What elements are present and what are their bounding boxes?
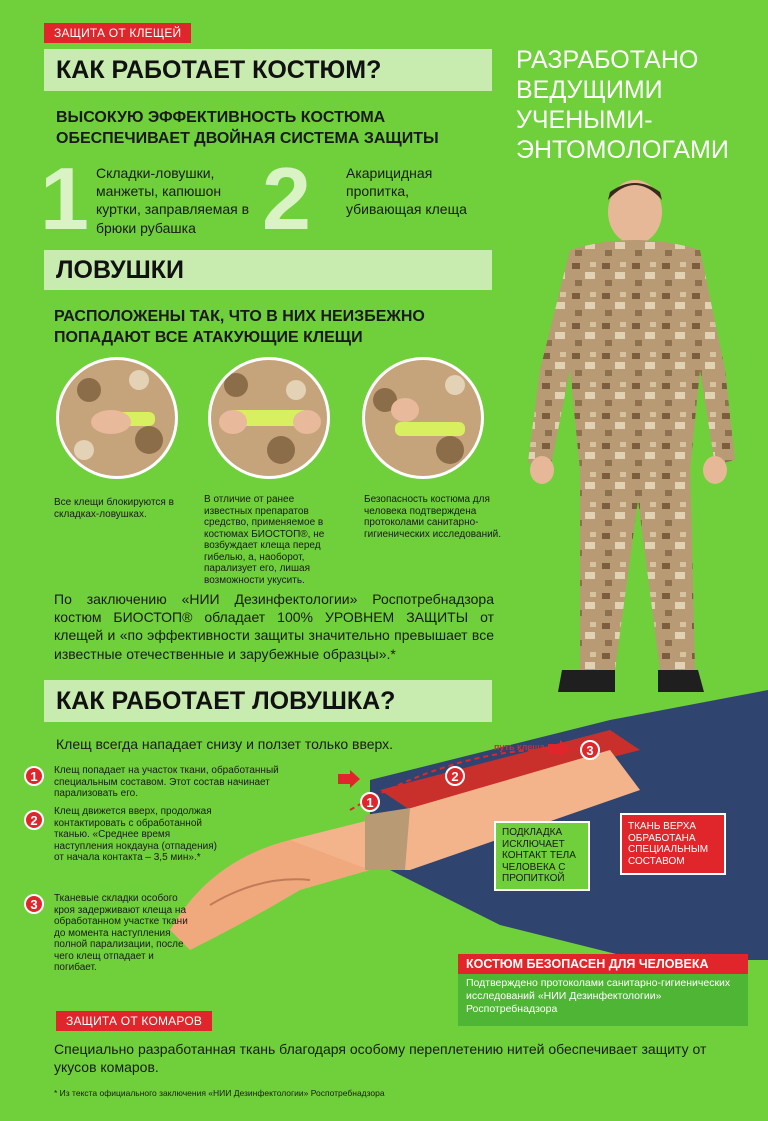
heading-costume: КАК РАБОТАЕТ КОСТЮМ? xyxy=(44,49,492,91)
trap-photo-3 xyxy=(362,357,484,479)
outer-fabric-label: ТКАНЬ ВЕРХА ОБРАБОТАНА СПЕЦИАЛЬНЫМ СОСТАВОМ xyxy=(620,813,726,875)
step-badge-2: 2 xyxy=(24,810,44,830)
arrow-icon xyxy=(338,770,360,788)
traps-subtitle: РАСПОЛОЖЕНЫ ТАК, ЧТО В НИХ НЕИЗБЕЖНО ПОПАДАЮТ ВСЕ АТАКУЮЩИЕ КЛЕЩИ xyxy=(54,308,425,346)
protection-text-1: Складки-ловушки, манжеты, капюшон куртки, заправляемая в брюки рубашка xyxy=(96,165,250,236)
heading-traps: ЛОВУШКИ xyxy=(44,250,492,290)
tag-mosquito: ЗАЩИТА ОТ КОМАРОВ xyxy=(56,1011,212,1031)
mosquito-text: Специально разработанная ткань благодаря особому переплетению нитей обеспечивает защиту от укусов комаров. xyxy=(54,1041,707,1076)
trap-photo-1 xyxy=(56,357,178,479)
tick-marker-2: 2 xyxy=(445,766,465,786)
tick-intro: Клещ всегда нападает снизу и ползет только вверх. xyxy=(56,736,394,752)
step-badge-3: 3 xyxy=(24,894,44,914)
conclusion-text: По заключению «НИИ Дезинфектологии» Роспотребнадзора костюм БИОСТОП® обладает 100% УРОВНЕМ ЗАЩИТЫ от клещей и «по эффективности защиты значительно превышает все известные отечественные и зарубежные образцы».* xyxy=(54,591,494,662)
trap-caption-3: Безопасность костюма для человека подтверждена протоколами санитарно-гигиенических исследований. xyxy=(364,494,502,540)
arrow-icon xyxy=(548,740,570,758)
heading-trap-work: КАК РАБОТАЕТ ЛОВУШКА? xyxy=(44,680,492,722)
trap-photo-2 xyxy=(208,357,330,479)
safe-text: Подтверждено протоколами санитарно-гигиенических исследований «НИИ Дезинфектологии» Роспотребнадзора xyxy=(458,974,748,1026)
step-text-1: Клещ попадает на участок ткани, обработанный специальным составом. Этот состав начинает парализовать его. xyxy=(54,765,279,799)
protection-text-2: Акарицидная пропитка, убивающая клеща xyxy=(346,165,467,218)
trap-caption-1: Все клещи блокируются в складках-ловушках. xyxy=(54,497,174,520)
step-badge-1: 1 xyxy=(24,766,44,786)
tick-marker-1: 1 xyxy=(360,792,380,812)
tag-ticks: ЗАЩИТА ОТ КЛЕЩЕЙ xyxy=(44,23,191,43)
step-text-3: Тканевые складки особого кроя задерживают клеща на обработанном участке ткани до момента наступления полной парализации, после чего клещ отпадает и погибает. xyxy=(54,893,188,973)
footnote: * Из текста официального заключения «НИИ Дезинфектологии» Роспотребнадзора xyxy=(54,1088,385,1098)
developed-by: РАЗРАБОТАНО ВЕДУЩИМИ УЧЕНЫМИ-ЭНТОМОЛОГАМИ xyxy=(516,46,729,164)
protection-number-2: 2 xyxy=(262,149,311,248)
double-protection-title: ВЫСОКУЮ ЭФФЕКТИВНОСТЬ КОСТЮМА ОБЕСПЕЧИВАЕТ ДВОЙНАЯ СИСТЕМА ЗАЩИТЫ xyxy=(56,109,439,147)
step-text-2: Клещ движется вверх, продолжая контактировать с обработанной тканью. «Среднее время наступления нокдауна (отпадения) от начала контакта – 3,5 мин».* xyxy=(54,806,217,863)
tick-path-label: путь клеща xyxy=(494,742,545,752)
man-in-suit-photo xyxy=(510,170,750,710)
trap-caption-2: В отличие от ранее известных препаратов средство, применяемое в костюмах БИОСТОП®, не возбуждает клеща перед гибелью, а, наоборот, парализует его, лишая возможности укусить. xyxy=(204,494,325,586)
lining-label: ПОДКЛАДКА ИСКЛЮЧАЕТ КОНТАКТ ТЕЛА ЧЕЛОВЕКА С ПРОПИТКОЙ xyxy=(494,821,590,891)
tick-marker-3: 3 xyxy=(580,740,600,760)
safe-title: КОСТЮМ БЕЗОПАСЕН ДЛЯ ЧЕЛОВЕКА xyxy=(458,954,748,974)
protection-number-1: 1 xyxy=(40,149,89,248)
